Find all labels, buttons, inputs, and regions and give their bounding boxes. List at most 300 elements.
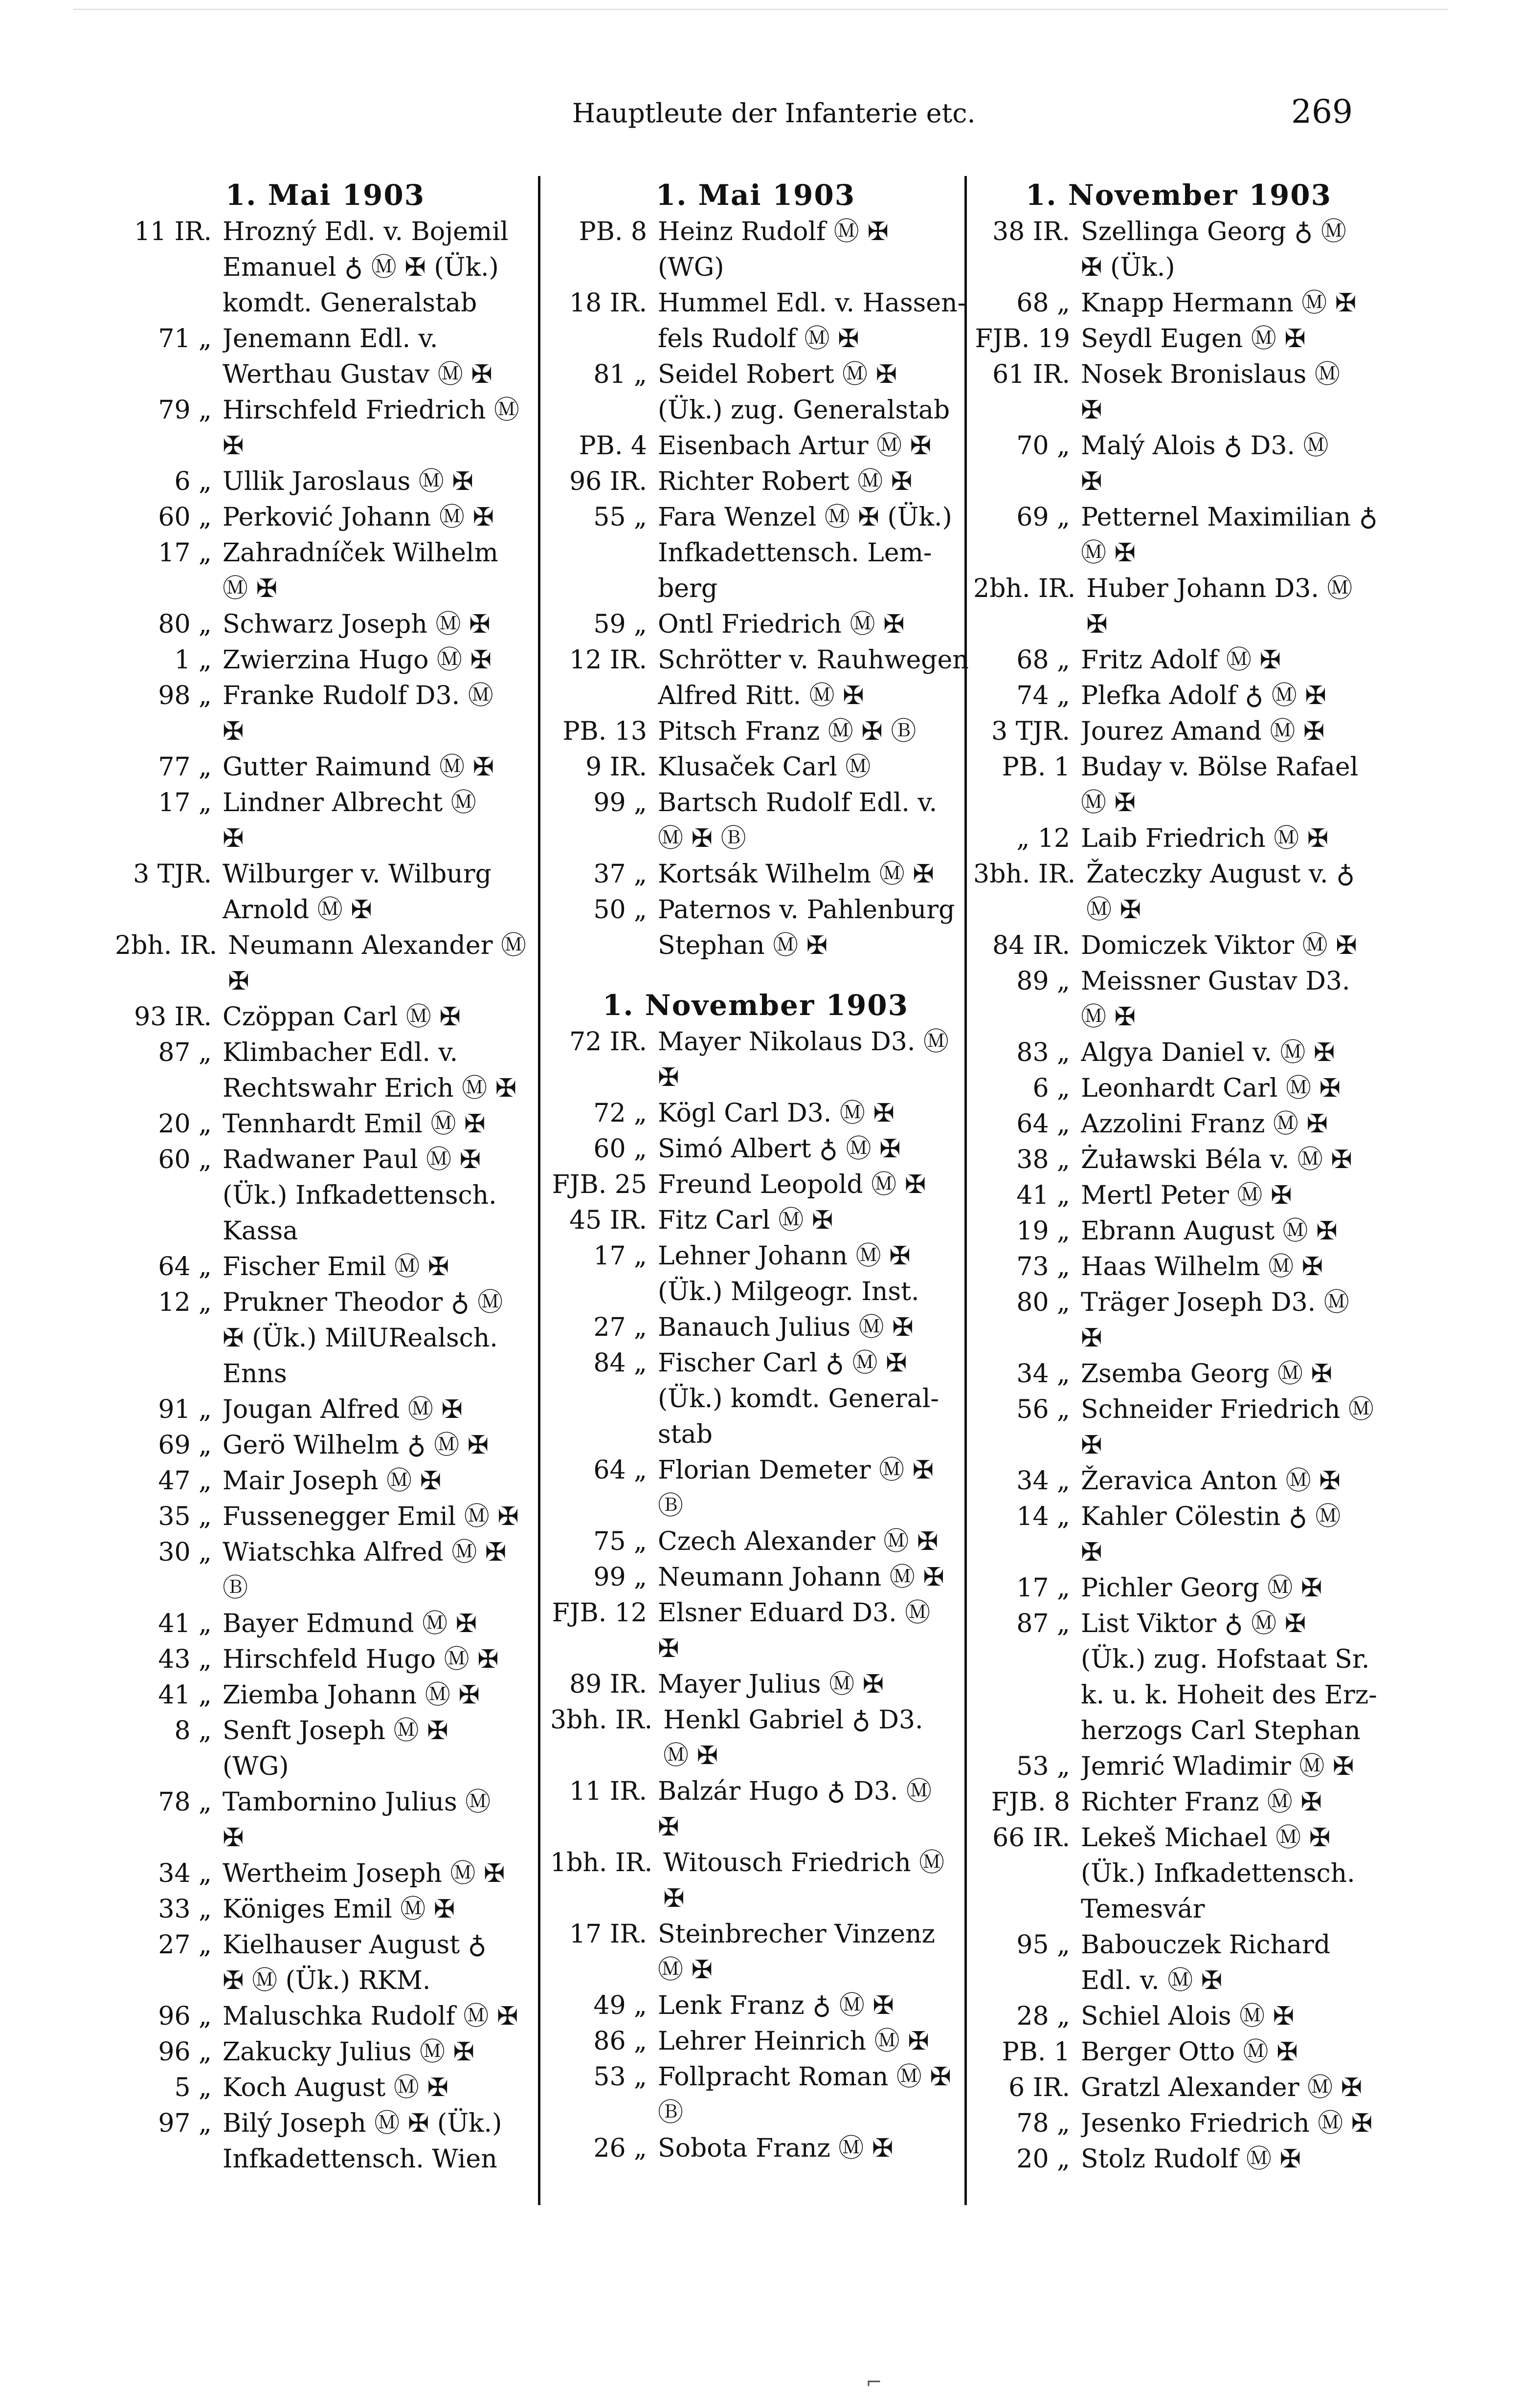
entry-text xyxy=(1081,1606,1384,1749)
regiment-label: 2bh. IR. xyxy=(115,931,218,960)
entry-line: Schrötter v. Rauhwegen xyxy=(658,645,969,675)
entry-line: Temesvár xyxy=(1081,1895,1205,1924)
entry-text xyxy=(223,2070,536,2106)
regiment-label: 89 IR. xyxy=(569,1670,647,1699)
entry-text xyxy=(223,2106,536,2177)
regiment-label: 6 „ xyxy=(174,467,212,496)
entry-line: Florian Demeter Ⓜ ✠ xyxy=(658,1456,934,1485)
regiment-label: 45 IR. xyxy=(569,1206,647,1235)
entry-line: Prukner Theodor ♁ Ⓜ xyxy=(223,1288,503,1317)
entry-line: Edl. v. Ⓜ ✠ xyxy=(1081,1966,1223,1995)
column-divider xyxy=(538,176,540,2205)
regiment-label: 12 IR. xyxy=(569,645,647,675)
entry-line: Fischer Emil Ⓜ ✠ xyxy=(223,1252,449,1281)
roster-entry xyxy=(973,678,1384,714)
entry-line: Infkadettensch. Wien xyxy=(223,2144,497,2174)
entry-line: Ⓑ xyxy=(658,2098,684,2127)
roster-entry xyxy=(973,2070,1384,2106)
entry-line: herzogs Carl Stephan xyxy=(1081,1716,1361,1745)
entry-line: Malý Alois ♁ D3. Ⓜ xyxy=(1081,431,1329,461)
roster-entry xyxy=(115,1856,536,1892)
regiment-label: 34 „ xyxy=(158,1859,212,1888)
entry-text xyxy=(223,214,536,321)
entry-line: ✠ (Ük.) MilURealsch. xyxy=(223,1324,498,1353)
roster-entry xyxy=(550,500,961,607)
entry-text xyxy=(663,1702,961,1774)
entry-line: Enns xyxy=(223,1359,287,1389)
regiment-label: 3bh. IR. xyxy=(550,1705,653,1735)
roster-entry xyxy=(115,535,536,607)
entry-text xyxy=(1081,500,1384,571)
regiment-label: 56 „ xyxy=(1016,1395,1070,1424)
roster-entry xyxy=(115,2034,536,2070)
roster-entry xyxy=(115,1249,536,1285)
roster-entry xyxy=(973,857,1384,928)
roster-entry xyxy=(550,214,961,286)
roster-entry xyxy=(973,714,1384,750)
entry-line: Nosek Bronislaus Ⓜ xyxy=(1081,360,1340,389)
entry-line: Babouczek Richard xyxy=(1081,1930,1331,1960)
entry-line: Leonhardt Carl Ⓜ ✠ xyxy=(1081,1074,1341,1103)
entry-text xyxy=(1081,428,1384,500)
entry-text xyxy=(658,500,961,607)
entry-line: Fussenegger Emil Ⓜ ✠ xyxy=(223,1502,519,1531)
entry-line: Ebrann August Ⓜ ✠ xyxy=(1081,1216,1338,1246)
roster-entry xyxy=(115,1463,536,1499)
entry-line: Kögl Carl D3. Ⓜ ✠ xyxy=(658,1099,895,1128)
roster-entry xyxy=(115,2070,536,2106)
regiment-label: 53 „ xyxy=(1016,1752,1070,1781)
regiment-label: 38 IR. xyxy=(992,217,1070,246)
entry-line: (Ük.) zug. Generalstab xyxy=(658,396,950,425)
entry-line: Schiel Alois Ⓜ ✠ xyxy=(1081,2002,1295,2031)
roster-entry xyxy=(550,1524,961,1560)
roster-entry xyxy=(973,1214,1384,1249)
entry-text xyxy=(658,892,961,964)
regiment-label: 96 „ xyxy=(158,2037,212,2067)
entry-text xyxy=(1081,750,1384,821)
roster-entry xyxy=(550,1845,961,1917)
roster-entry xyxy=(115,750,536,785)
regiment-label: 86 „ xyxy=(593,2027,647,2056)
entry-text xyxy=(223,999,536,1035)
entry-text xyxy=(658,1560,961,1595)
regiment-label: PB. 1 xyxy=(1002,2037,1070,2067)
entry-text xyxy=(1081,1749,1384,1785)
entry-line: ✠ xyxy=(1081,396,1102,425)
entry-text xyxy=(223,1713,536,1785)
roster-entry xyxy=(115,928,536,999)
entry-text xyxy=(658,1453,961,1524)
regiment-label: 69 „ xyxy=(158,1431,212,1460)
entry-text xyxy=(223,500,536,535)
entry-line: Lehner Johann Ⓜ ✠ xyxy=(658,1241,911,1271)
roster-entry xyxy=(115,1428,536,1463)
section-spacer xyxy=(550,964,961,986)
entry-line: Balzár Hugo ♁ D3. Ⓜ xyxy=(658,1777,932,1806)
entry-line: stab xyxy=(658,1420,713,1449)
entry-text xyxy=(1081,1927,1384,1999)
regiment-label: PB. 1 xyxy=(1002,752,1070,782)
entry-line: Knapp Hermann Ⓜ ✠ xyxy=(1081,288,1357,318)
entry-line: Jougan Alfred Ⓜ ✠ xyxy=(223,1395,463,1424)
entry-text xyxy=(1081,1785,1384,1820)
entry-text xyxy=(223,1392,536,1428)
roster-entry xyxy=(973,821,1384,857)
entry-text xyxy=(223,1642,536,1678)
entry-text xyxy=(658,1524,961,1560)
entry-line: Mertl Peter Ⓜ ✠ xyxy=(1081,1181,1292,1210)
roster-entry xyxy=(973,1749,1384,1785)
regiment-label: 60 „ xyxy=(158,1145,212,1174)
entry-line: Fitz Carl Ⓜ ✠ xyxy=(658,1206,833,1235)
entry-line: Algya Daniel v. Ⓜ ✠ xyxy=(1081,1038,1335,1067)
entry-line: Kielhauser August ♁ xyxy=(223,1930,487,1960)
roster-entry xyxy=(115,1106,536,1142)
entry-line: Koch August Ⓜ ✠ xyxy=(223,2073,448,2102)
entry-text xyxy=(223,1785,536,1856)
regiment-label: 91 „ xyxy=(158,1395,212,1424)
regiment-label: 3bh. IR. xyxy=(973,860,1076,889)
entry-line: Lehrer Heinrich Ⓜ ✠ xyxy=(658,2027,929,2056)
roster-entry xyxy=(115,1142,536,1249)
entry-line: Ⓜ ✠ xyxy=(1086,895,1141,925)
entry-line: Werthau Gustav Ⓜ ✠ xyxy=(223,360,492,389)
regiment-label: 9 IR. xyxy=(585,752,647,782)
entry-line: Bilý Joseph Ⓜ ✠ (Ük.) xyxy=(223,2109,502,2138)
roster-entry xyxy=(973,428,1384,500)
roster-entry xyxy=(550,714,961,750)
regiment-label: 41 „ xyxy=(158,1609,212,1638)
entry-line: ✠ xyxy=(658,1063,679,1092)
entry-line: Pichler Georg Ⓜ ✠ xyxy=(1081,1573,1322,1603)
entry-line: Klimbacher Edl. v. xyxy=(223,1038,458,1067)
regiment-label: 43 „ xyxy=(158,1645,212,1674)
entry-line: Laib Friedrich Ⓜ ✠ xyxy=(1081,824,1329,853)
entry-line: ✠ xyxy=(223,431,244,461)
regiment-label: 64 „ xyxy=(158,1252,212,1281)
roster-entry xyxy=(550,642,969,714)
entry-line: Gratzl Alexander Ⓜ ✠ xyxy=(1081,2073,1363,2102)
roster-entry xyxy=(550,1096,961,1131)
entry-line: Franke Rudolf D3. Ⓜ xyxy=(223,681,493,710)
roster-entry xyxy=(115,785,536,857)
regiment-label: 59 „ xyxy=(593,610,647,639)
entry-text xyxy=(223,1999,536,2034)
roster-entry xyxy=(973,1785,1384,1820)
entry-line: Ⓜ ✠ xyxy=(1081,538,1136,568)
roster-entry xyxy=(115,500,536,535)
roster-entry xyxy=(550,1167,961,1203)
entry-line: Stolz Rudolf Ⓜ ✠ xyxy=(1081,2144,1301,2174)
entry-line: Seidel Robert Ⓜ ✠ xyxy=(658,360,897,389)
entry-line: (Ük.) komdt. General- xyxy=(658,1384,939,1414)
regiment-label: 11 IR. xyxy=(569,1777,647,1806)
regiment-label: 8 „ xyxy=(174,1716,212,1745)
entry-line: Berger Otto Ⓜ ✠ xyxy=(1081,2037,1298,2067)
roster-entry xyxy=(550,2024,961,2059)
entry-line: Witousch Friedrich Ⓜ xyxy=(663,1848,945,1878)
entry-line: ✠ Ⓜ (Ük.) RKM. xyxy=(223,1966,431,1995)
regiment-label: 60 „ xyxy=(593,1134,647,1164)
entry-line: ✠ xyxy=(228,967,249,996)
entry-line: Senft Joseph Ⓜ ✠ xyxy=(223,1716,448,1745)
roster-entry xyxy=(973,750,1384,821)
regiment-label: 96 „ xyxy=(158,2002,212,2031)
regiment-label: 12 „ xyxy=(158,1288,212,1317)
entry-line: Jesenko Friedrich Ⓜ ✠ xyxy=(1081,2109,1373,2138)
regiment-label: 20 „ xyxy=(1016,2144,1070,2174)
entry-line: Perković Johann Ⓜ ✠ xyxy=(223,503,494,532)
regiment-label: 20 „ xyxy=(158,1109,212,1139)
entry-text xyxy=(658,1310,961,1346)
entry-line: Träger Joseph D3. Ⓜ xyxy=(1081,1288,1349,1317)
entry-line: Fritz Adolf Ⓜ ✠ xyxy=(1081,645,1281,675)
entry-line: Lenk Franz ♁ Ⓜ ✠ xyxy=(658,1991,894,2020)
regiment-label: 17 IR. xyxy=(569,1920,647,1949)
roster-entry xyxy=(973,642,1384,678)
entry-text xyxy=(223,750,536,785)
roster-entry xyxy=(115,1713,536,1785)
entry-text xyxy=(1081,1214,1384,1249)
entry-text xyxy=(228,928,536,999)
regiment-label: 89 „ xyxy=(1016,967,1070,996)
entry-line: Bayer Edmund Ⓜ ✠ xyxy=(223,1609,477,1638)
regiment-label: 11 IR. xyxy=(134,217,212,246)
entry-text xyxy=(658,642,969,714)
roster-entry xyxy=(973,214,1384,286)
entry-line: ✠ xyxy=(223,717,244,746)
regiment-label: 6 „ xyxy=(1032,1074,1070,1103)
entry-text xyxy=(658,1667,961,1702)
entry-text xyxy=(658,214,961,286)
roster-entry xyxy=(550,2131,961,2166)
regiment-label: 73 „ xyxy=(1016,1252,1070,1281)
entry-text xyxy=(658,357,961,428)
roster-entry xyxy=(973,1249,1384,1285)
entry-line: Ontl Friedrich Ⓜ ✠ xyxy=(658,610,905,639)
regiment-label: PB. 13 xyxy=(562,717,647,746)
roster-entry xyxy=(973,964,1384,1035)
entry-line: Czech Alexander Ⓜ ✠ xyxy=(658,1527,939,1556)
entry-line: Ⓑ xyxy=(223,1573,248,1603)
roster-entry xyxy=(550,286,966,357)
regiment-label: 96 IR. xyxy=(569,467,647,496)
entry-line: Radwaner Paul Ⓜ ✠ xyxy=(223,1145,481,1174)
entry-line: Paternos v. Pahlenburg xyxy=(658,895,955,925)
roster-entry xyxy=(973,1820,1384,1927)
regiment-label: 70 „ xyxy=(1016,431,1070,461)
roster-entry xyxy=(973,1106,1384,1142)
entry-line: Kortsák Wilhelm Ⓜ ✠ xyxy=(658,860,934,889)
entry-text xyxy=(658,286,966,357)
entry-line: ✠ xyxy=(223,824,244,853)
roster-entry xyxy=(973,1392,1384,1463)
regiment-label: 33 „ xyxy=(158,1895,212,1924)
entry-text xyxy=(1081,1035,1384,1071)
entry-text xyxy=(223,678,536,750)
entry-line: Klusaček Carl Ⓜ xyxy=(658,752,871,782)
column-divider xyxy=(964,176,967,2205)
entry-text xyxy=(1086,857,1384,928)
entry-text xyxy=(223,1106,536,1142)
entry-line: Ⓜ ✠ xyxy=(663,1741,718,1770)
entry-text xyxy=(1081,678,1384,714)
entry-text xyxy=(1081,2106,1384,2142)
roster-entry xyxy=(550,357,961,428)
entry-line: Ⓜ ✠ xyxy=(1081,788,1136,817)
entry-line: Buday v. Bölse Rafael xyxy=(1081,752,1359,782)
entry-line: ✠ xyxy=(1081,467,1102,496)
roster-entry xyxy=(550,1667,961,1702)
entry-line: (WG) xyxy=(658,253,724,282)
regiment-label: 64 „ xyxy=(593,1456,647,1485)
entry-line: Schneider Friedrich Ⓜ xyxy=(1081,1395,1374,1424)
entry-text xyxy=(658,1203,961,1238)
entry-line: Petternel Maximilian ♁ xyxy=(1081,503,1378,532)
entry-line: Tennhardt Emil Ⓜ ✠ xyxy=(223,1109,486,1139)
entry-line: Huber Johann D3. Ⓜ xyxy=(1086,574,1353,603)
roster-entry xyxy=(973,1178,1384,1214)
regiment-label: 50 „ xyxy=(593,895,647,925)
roster-entry xyxy=(973,1463,1384,1499)
entry-line: Steinbrecher Vinzenz xyxy=(658,1920,935,1949)
entry-text xyxy=(1081,1178,1384,1214)
regiment-label: 64 „ xyxy=(1016,1109,1070,1139)
roster-entry xyxy=(550,1131,961,1167)
roster-entry xyxy=(115,642,536,678)
roster-entry xyxy=(973,2034,1384,2070)
entry-text xyxy=(223,2034,536,2070)
regiment-label: 78 „ xyxy=(1016,2109,1070,2138)
roster-entry xyxy=(115,393,536,464)
roster-entry xyxy=(550,1238,961,1310)
roster-entry xyxy=(550,1310,961,1346)
roster-entry xyxy=(115,1535,536,1606)
entry-text xyxy=(658,1774,961,1845)
regiment-label: 49 „ xyxy=(593,1991,647,2020)
bottom-mark: ⌐ xyxy=(866,2371,882,2394)
entry-line: Żuławski Béla v. Ⓜ ✠ xyxy=(1081,1145,1352,1174)
regiment-label: 81 „ xyxy=(593,360,647,389)
roster-entry xyxy=(550,1346,961,1453)
entry-text xyxy=(658,2131,961,2166)
roster-entry xyxy=(115,1892,536,1927)
regiment-label: 34 „ xyxy=(1016,1466,1070,1496)
entry-line: Heinz Rudolf Ⓜ ✠ xyxy=(658,217,889,246)
regiment-label: 37 „ xyxy=(593,860,647,889)
entry-line: Žeravica Anton Ⓜ ✠ xyxy=(1081,1466,1341,1496)
entry-text xyxy=(223,1428,536,1463)
roster-entry xyxy=(115,607,536,642)
entry-line: Lindner Albrecht Ⓜ xyxy=(223,788,476,817)
entry-text xyxy=(1081,1463,1384,1499)
regiment-label: 66 IR. xyxy=(992,1823,1070,1853)
entry-line: Gerö Wilhelm ♁ Ⓜ ✠ xyxy=(223,1431,489,1460)
roster-entry xyxy=(115,464,536,500)
roster-entry xyxy=(973,1499,1384,1570)
entry-line: Fara Wenzel Ⓜ ✠ (Ük.) xyxy=(658,503,952,532)
entry-line: ✠ (Ük.) xyxy=(1081,253,1175,282)
entry-line: Wiatschka Alfred Ⓜ ✠ xyxy=(223,1538,507,1567)
entry-line: ✠ xyxy=(658,1812,679,1842)
entry-text xyxy=(1081,286,1384,321)
regiment-label: 19 „ xyxy=(1016,1216,1070,1246)
regiment-label: FJB. 12 xyxy=(552,1598,647,1628)
entry-text xyxy=(1081,214,1384,286)
entry-text xyxy=(223,1142,536,1249)
regiment-label: 72 IR. xyxy=(569,1027,647,1057)
entry-text xyxy=(1081,1499,1384,1570)
entry-line: Stephan Ⓜ ✠ xyxy=(658,931,828,960)
entry-line: Simó Albert ♁ Ⓜ ✠ xyxy=(658,1134,901,1164)
entry-line: List Viktor ♁ Ⓜ ✠ xyxy=(1081,1609,1306,1638)
roster-entry xyxy=(973,1035,1384,1071)
regiment-label: 69 „ xyxy=(1016,503,1070,532)
entry-line: Alfred Ritt. Ⓜ ✠ xyxy=(658,681,864,710)
roster-entry xyxy=(973,357,1384,428)
roster-entry xyxy=(115,857,536,928)
entry-text xyxy=(223,535,536,607)
entry-line: Zahradníček Wilhelm xyxy=(223,538,498,568)
regiment-label: PB. 4 xyxy=(579,431,647,461)
entry-text xyxy=(1081,1106,1384,1142)
roster-entry xyxy=(973,1285,1384,1356)
entry-line: Szellinga Georg ♁ Ⓜ xyxy=(1081,217,1346,246)
entry-line: Infkadettensch. Lem- xyxy=(658,538,932,568)
entry-text xyxy=(658,1096,961,1131)
regiment-label: 34 „ xyxy=(1016,1359,1070,1389)
entry-line: Kahler Cölestin ♁ Ⓜ xyxy=(1081,1502,1341,1531)
roster-entry xyxy=(550,1774,961,1845)
roster-entry xyxy=(550,750,961,785)
regiment-label: 55 „ xyxy=(593,503,647,532)
roster-entry xyxy=(115,1606,536,1642)
entry-line: Elsner Eduard D3. Ⓜ xyxy=(658,1598,931,1628)
regiment-label: 3 TJR. xyxy=(991,717,1070,746)
roster-entry xyxy=(115,1999,536,2034)
entry-line: Czöppan Carl Ⓜ ✠ xyxy=(223,1002,461,1032)
regiment-label: 30 „ xyxy=(158,1538,212,1567)
entry-line: (Ük.) Milgeogr. Inst. xyxy=(658,1277,919,1306)
entry-line: Hirschfeld Hugo Ⓜ ✠ xyxy=(223,1645,499,1674)
regiment-label: FJB. 25 xyxy=(552,1170,647,1199)
entry-text xyxy=(1081,1392,1384,1463)
section-date-heading: 1. November 1903 xyxy=(602,989,909,1022)
roster-entry xyxy=(973,1570,1384,1606)
roster-entry xyxy=(550,1988,961,2024)
entry-text xyxy=(1081,2070,1384,2106)
entry-line: Sobota Franz Ⓜ ✠ xyxy=(658,2134,894,2163)
regiment-label: 17 „ xyxy=(158,538,212,568)
entry-text xyxy=(658,1167,961,1203)
roster-entry xyxy=(550,1203,961,1238)
regiment-label: 35 „ xyxy=(158,1502,212,1531)
entry-text xyxy=(223,642,536,678)
entry-line: Emanuel ♁ Ⓜ ✠ (Ük.) xyxy=(223,253,499,282)
entry-line: Fischer Carl ♁ Ⓜ ✠ xyxy=(658,1348,907,1378)
entry-line: (WG) xyxy=(223,1752,289,1781)
roster-entry xyxy=(973,1142,1384,1178)
entry-text xyxy=(658,1131,961,1167)
entry-text xyxy=(223,1463,536,1499)
entry-text xyxy=(1081,964,1384,1035)
entry-text xyxy=(658,1024,961,1096)
entry-text xyxy=(1081,821,1384,857)
roster-entry xyxy=(550,857,961,892)
entry-text xyxy=(223,1035,536,1106)
roster-entry xyxy=(115,1392,536,1428)
